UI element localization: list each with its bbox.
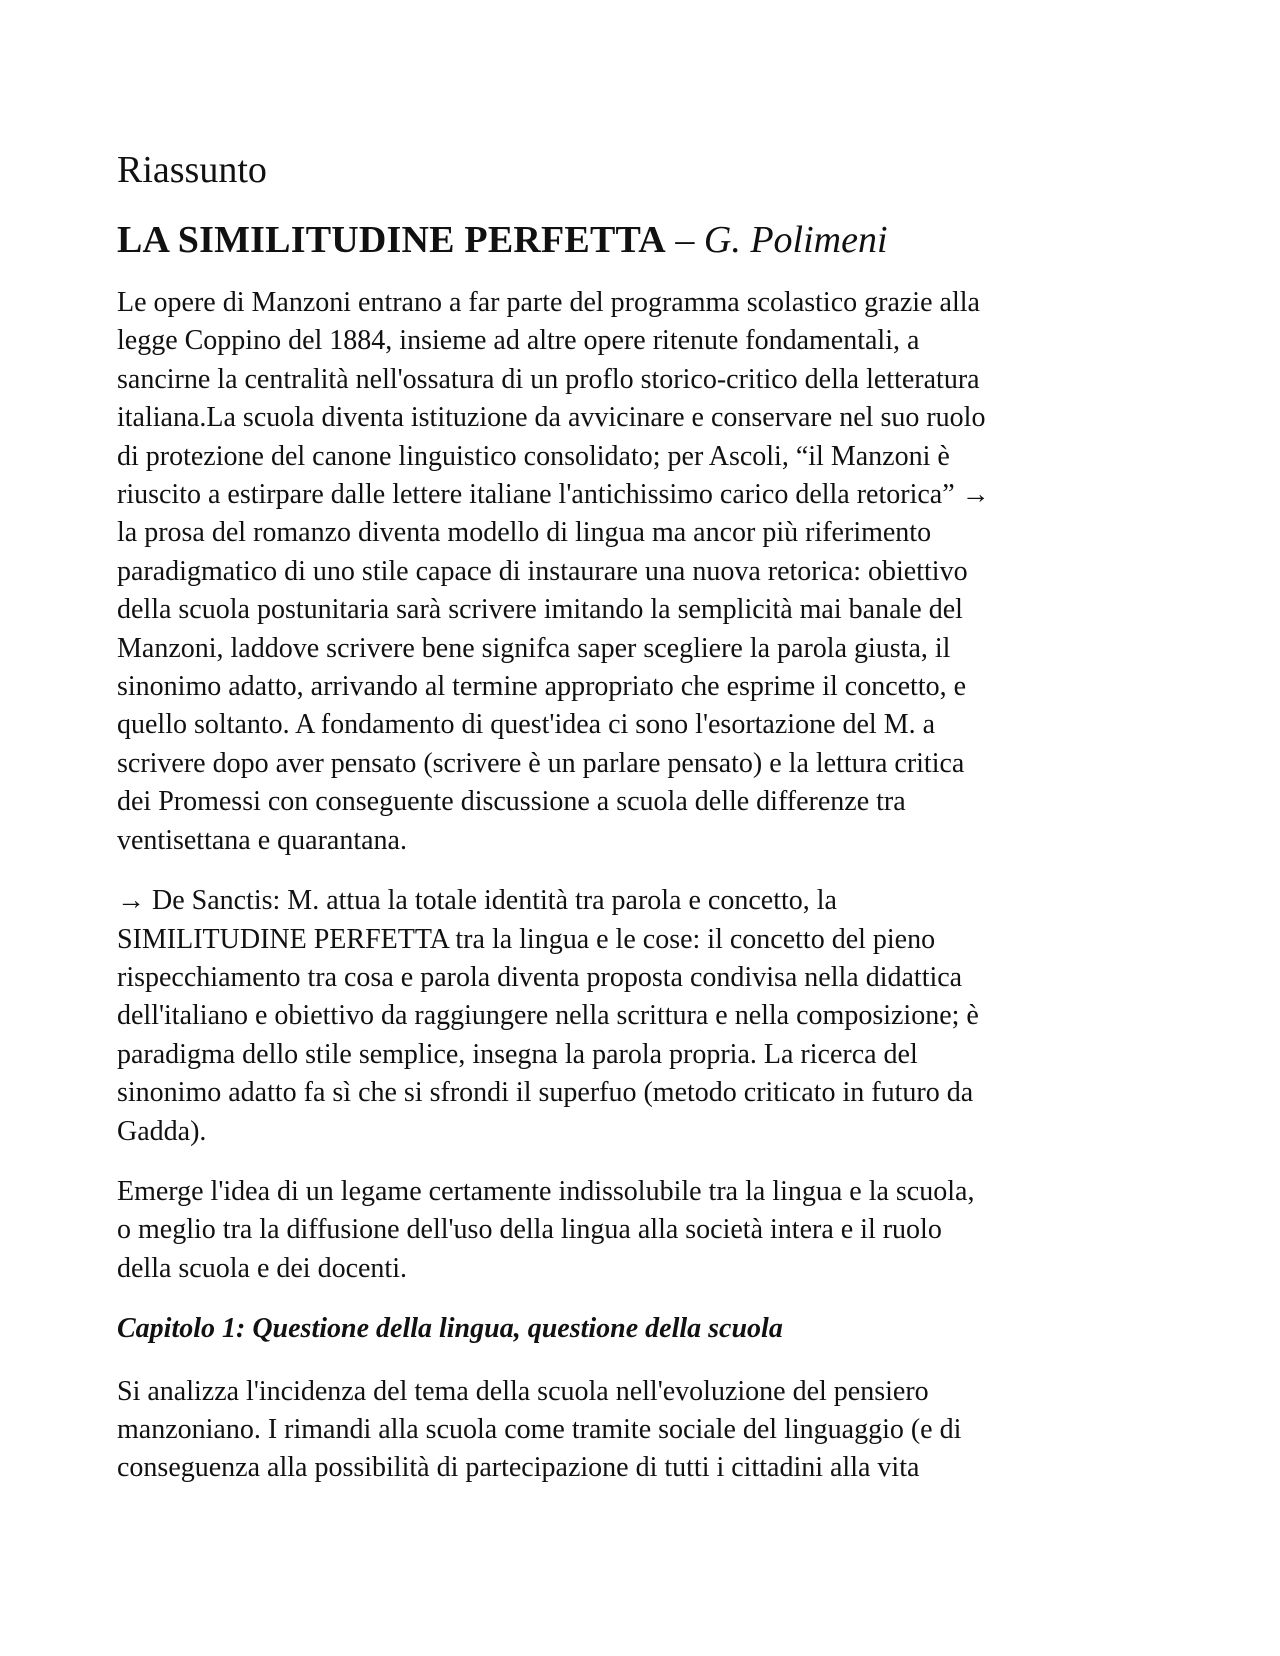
paragraph-line: SIMILITUDINE PERFETTA tra la lingua e le cose: il concetto del pieno xyxy=(117,923,936,955)
paragraph-3 xyxy=(117,1173,1167,1288)
paragraph-line: italiana.La scuola diventa istituzione da avvicinare e conservare nel suo ruolo xyxy=(117,402,986,434)
paragraph-line: scrivere dopo aver pensato (scrivere è un parlare pensato) e la lettura critica xyxy=(117,747,965,779)
paragraph-line: la prosa del romanzo diventa modello di lingua ma ancor più riferimento xyxy=(117,517,932,549)
paragraph-line: Emerge l'idea di un legame certamente indissolubile tra la lingua e la scuola, xyxy=(117,1175,975,1207)
paragraph-line: sinonimo adatto, arrivando al termine appropriato che esprime il concetto, e xyxy=(117,671,967,703)
paragraph-line: riuscito a estirpare dalle lettere italiane l'antichissimo carico della retorica” → xyxy=(117,479,990,511)
paragraph-line: conseguenza alla possibilità di partecipazione di tutti i cittadini alla vita xyxy=(117,1452,920,1484)
paragraph-line: paradigmatico di uno stile capace di instaurare una nuova retorica: obiettivo xyxy=(117,555,968,587)
paragraph-line: della scuola postunitaria sarà scrivere imitando la semplicità mai banale del xyxy=(117,594,963,626)
paragraph-line: sinonimo adatto fa sì che si sfrondi il superfuo (metodo criticato in futuro da xyxy=(117,1077,974,1109)
paragraph-line: ventisettana e quarantana. xyxy=(117,824,407,856)
paragraph-line: → De Sanctis: M. attua la totale identità tra parola e concetto, la xyxy=(117,885,837,917)
paragraph-2 xyxy=(117,882,1167,1151)
title-main: LA SIMILITUDINE PERFETTA xyxy=(117,219,666,261)
paragraph-line: rispecchiamento tra cosa e parola diventa proposta condivisa nella didattica xyxy=(117,961,963,993)
title-author: G. Polimeni xyxy=(703,219,888,261)
document-label: Riassunto xyxy=(117,149,267,191)
paragraph-line: Le opere di Manzoni entrano a far parte del programma scolastico grazie alla xyxy=(117,287,980,318)
document-content xyxy=(117,146,1167,1510)
paragraph-line: dei Promessi con conseguente discussione a scuola delle differenze tra xyxy=(117,786,906,818)
paragraph-line: manzoniano. I rimandi alla scuola come tramite sociale del linguaggio (e di xyxy=(117,1413,962,1445)
chapter-heading: Capitolo 1: Questione della lingua, questione della scuola xyxy=(117,1313,783,1345)
chapter-paragraph xyxy=(117,1373,1167,1488)
paragraph-line: Si analizza l'incidenza del tema della scuola nell'evoluzione del pensiero xyxy=(117,1375,929,1407)
paragraph-line: o meglio tra la diffusione dell'uso della lingua alla società intera e il ruolo xyxy=(117,1214,942,1246)
paragraph-line: paradigma dello stile semplice, insegna la parola propria. La ricerca del xyxy=(117,1038,918,1070)
title-separator: – xyxy=(665,219,704,261)
paragraph-line: sancirne la centralità nell'ossatura di un proflo storico-critico della letteratura xyxy=(117,363,980,395)
paragraph-line: legge Coppino del 1884, insieme ad altre opere ritenute fondamentali, a xyxy=(117,325,920,357)
document-title xyxy=(117,216,1167,264)
paragraph-line: quello soltanto. A fondamento di quest'idea ci sono l'esortazione del M. a xyxy=(117,709,936,741)
paragraph-1 xyxy=(117,284,1167,860)
paragraph-line: Manzoni, laddove scrivere bene signifca saper scegliere la parola giusta, il xyxy=(117,632,951,664)
paragraph-line: della scuola e dei docenti. xyxy=(117,1252,407,1284)
paragraph-line: dell'italiano e obiettivo da raggiungere nella scrittura e nella composizione; è xyxy=(117,1000,979,1032)
paragraph-line: Gadda). xyxy=(117,1115,207,1147)
paragraph-line: di protezione del canone linguistico consolidato; per Ascoli, “il Manzoni è xyxy=(117,440,950,472)
